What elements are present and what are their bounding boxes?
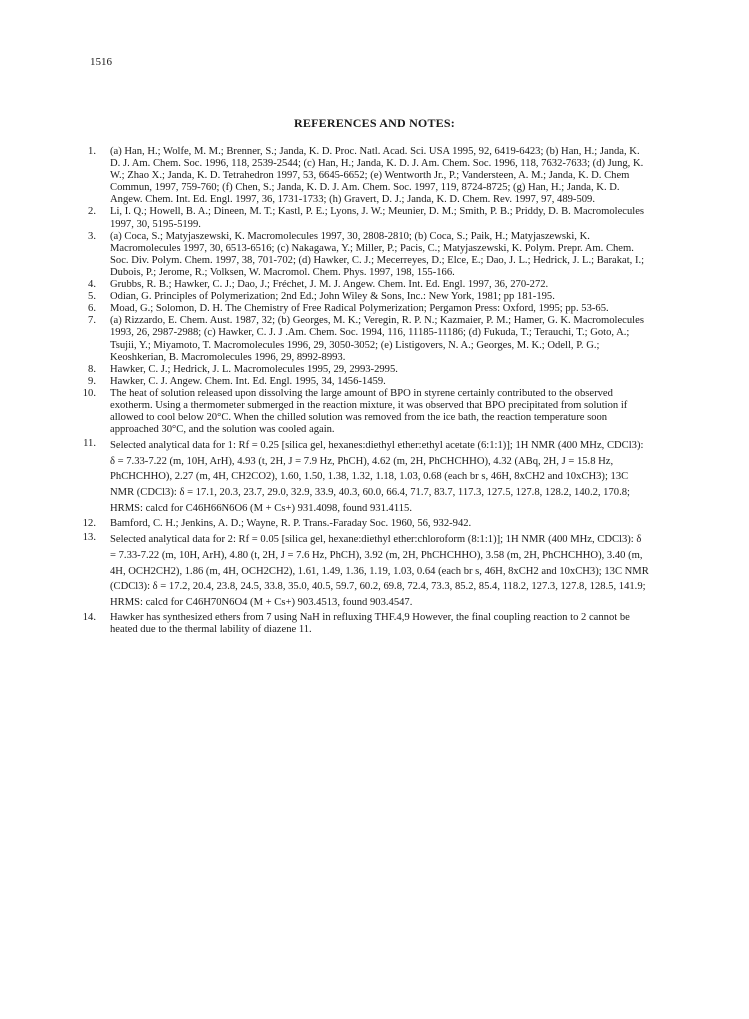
reference-number: 14. (82, 612, 96, 624)
reference-number: 7. (88, 315, 96, 327)
reference-text: Hawker, C. J. Angew. Chem. Int. Ed. Engl. 1995, 34, 1456-1459. (110, 375, 386, 387)
reference-number: 12. (82, 518, 96, 530)
reference-item (88, 315, 650, 363)
reference-text: (a) Rizzardo, E. Chem. Aust. 1987, 32; (b) Georges, M. K.; Veregin, R. P. N.; Kazmaier, P. M.; Hamer, G. K. Macromolecules 1993, 26, 2987-2988; (c) Hawker, C. J. J .Am. Chem. Soc. 1994, 116, 11185-11186; (d) Fukuda, T.; Terauchi, T.; Goto, A.; Tsujii, Y.; Miyamoto, T. Macromolecules 1996, 29, 3050-3052; (e) Listigovers, N. A.; Georges, M. K.; Odell, P. G.; Keoshkerian, B. Macromolecules 1996, 29, 8992-8993. (110, 315, 644, 363)
reference-number: 11. (83, 438, 96, 450)
reference-number: 1. (88, 146, 96, 157)
reference-text: Odian, G. Principles of Polymerization; 2nd Ed.; John Wiley & Sons, Inc.: New York, 1981; pp 181-195. (110, 291, 555, 303)
reference-item (88, 230, 650, 279)
reference-text: (a) Han, H.; Wolfe, M. M.; Brenner, S.; Janda, K. D. Proc. Natl. Acad. Sci. USA 1995, 92, 6419-6423; (b) Han, H.; Janda, K. D. J. Am. Chem. Soc. 1996, 118, 2539-2544; (c) Han, H.; Janda, K. D. J. Am. Chem. Soc. 1996, 118, 7632-7633; (d) Jung, K. W.; Zhao X.; Janda, K. D. Tetrahedron 1997, 53, 6645-6652; (e) Wentworth Jr., P.; Vandersteen, A. M.; Janda, K. D. Chem Commun, 1997, 759-760; (f) Chen, S.; Janda, K. D. J. Am. Chem. Soc. 1997, 119, 8724-8725; (g) Han, H.; Janda, K. D. Angew. Chem. Int. Ed. Engl. 1997, 36, 1731-1733; (h) Gravert, D. J.; Janda, K. D. Chem. Rev. 1997, 97, 489-509. (110, 146, 644, 206)
reference-text: Selected analytical data for 1: Rf = 0.25 [silica gel, hexanes:diethyl ether:ethyl acetate (6:1:1)]; 1H NMR (400 MHz, CDCl3): δ = 7.33-7.22 (m, 10H, ArH), 4.93 (t, 2H, J = 7.9 Hz, PhCH), 4.62 (m, 2H, PhCHCHHO), 4.32 (ABq, 2H, J = 15.8 Hz, PhCHCHHO), 2.27 (m, 4H, CH2CO2), 1.60, 1.50, 1.38, 1.32, 1.18, 1.03, 0.68 (each br s, 46H, 8xCH2 and 10xCH3); 13C NMR (CDCl3): δ = 17.1, 20.3, 23.7, 29.0, 32.9, 33.9, 40.3, 60.0, 66.4, 71.7, 83.7, 117.3, 127.5, 127.8, 128.2, 140.2, 170.8; HRMS: calcd for C46H66N6O6 (M + Cs+) 931.4098, found 931.4115. (110, 440, 644, 514)
reference-text: Li, I. Q.; Howell, B. A.; Dineen, M. T.; Kastl, P. E.; Lyons, J. W.; Meunier, D. M.; Smith, P. B.; Priddy, D. B. Macromolecules 1997, 30, 5195-5199. (110, 206, 645, 230)
page-number: 1516 (90, 56, 112, 68)
reference-text: Hawker has synthesized ethers from 7 using NaH in refluxing THF.4,9 However, the final coupling reaction to 2 cannot be heated due to the thermal lability of diazene 11. (110, 612, 630, 636)
reference-number: 8. (88, 363, 96, 375)
reference-number: 3. (88, 230, 96, 242)
reference-item (88, 291, 650, 303)
reference-item (88, 303, 650, 315)
reference-number: 9. (88, 375, 96, 387)
reference-number: 10. (82, 387, 96, 399)
reference-number: 4. (88, 279, 96, 291)
reference-number: 2. (88, 206, 96, 218)
reference-item (88, 279, 650, 291)
reference-number: 13. (82, 532, 96, 544)
reference-text: Selected analytical data for 2: Rf = 0.05 [silica gel, hexane:diethyl ether:chloroform (8:1:1)]; 1H NMR (400 MHz, CDCl3): δ = 7.33-7.22 (m, 10H, ArH), 4.80 (t, 2H, J = 7.6 Hz, PhCH), 3.92 (m, 2H, PhCHCHHO), 3.58 (m, 2H, PhCHCHHO), 3.40 (m, 4H, OCH2CH2), 1.86 (m, 4H, OCH2CH2), 1.61, 1.49, 1.36, 1.19, 1.03, 0.64 (each br s, 46H, 8xCH2 and 10xCH3); 13C NMR (CDCl3): δ = 17.2, 20.4, 23.8, 24.5, 33.8, 35.0, 40.5, 59.7, 60.2, 69.8, 72.4, 73.3, 85.2, 85.4, 118.2, 127.3, 127.8, 128.5, 141.9; HRMS: calcd for C46H70N6O4 (M + Cs+) 903.4513, found 903.4547. (110, 534, 649, 608)
reference-text: Grubbs, R. B.; Hawker, C. J.; Dao, J.; Fréchet, J. M. J. Angew. Chem. Int. Ed. Engl. 1997, 36, 270-272. (110, 279, 549, 291)
reference-number: 6. (88, 303, 96, 315)
reference-item (82, 612, 650, 636)
reference-item (88, 375, 650, 388)
reference-number: 5. (88, 291, 96, 303)
references-list (82, 146, 650, 636)
reference-item (88, 146, 650, 206)
reference-text: Hawker, C. J.; Hedrick, J. L. Macromolecules 1995, 29, 2993-2995. (110, 363, 398, 375)
reference-item (82, 532, 650, 610)
reference-text: Moad, G.; Solomon, D. H. The Chemistry of Free Radical Polymerization; Pergamon Press: Oxford, 1995; pp. 53-65. (110, 303, 609, 315)
reference-item (88, 363, 650, 376)
reference-item (82, 518, 650, 530)
reference-item (83, 438, 650, 516)
reference-item (82, 387, 650, 436)
reference-text: The heat of solution released upon dissolving the large amount of BPO in styrene certainly contributed to the observed exotherm. Using a thermometer submerged in the reaction mixture, it was observed that BPO precipitated from solution if allowed to cool below 20°C. When the chilled solution was removed from the ice bath, the reaction temperature soon approached 30°C, and the solution was cooled again. (110, 387, 628, 436)
reference-text: (a) Coca, S.; Matyjaszewski, K. Macromolecules 1997, 30, 2808-2810; (b) Coca, S.; Paik, H.; Matyjaszewski, K. Macromolecules 1997, 30, 6513-6516; (c) Nakagawa, Y.; Miller, P.; Pacis, C.; Matyjaszewski, K. Polym. Prepr. Am. Chem. Soc. Div. Polym. Chem. 1997, 38, 701-702; (d) Hawker, C. J.; Mecerreyes, D.; Elce, E.; Dao, J. L.; Hedrick, J. L.; Barakat, I.; Dubois, P.; Jerome, R.; Volksen, W. Macromol. Chem. Phys. 1997, 198, 155-166. (110, 230, 645, 278)
reference-text: Bamford, C. H.; Jenkins, A. D.; Wayne, R. P. Trans.-Faraday Soc. 1960, 56, 932-942. (110, 518, 472, 530)
references-heading: REFERENCES AND NOTES: (294, 116, 455, 130)
reference-item (88, 206, 650, 230)
